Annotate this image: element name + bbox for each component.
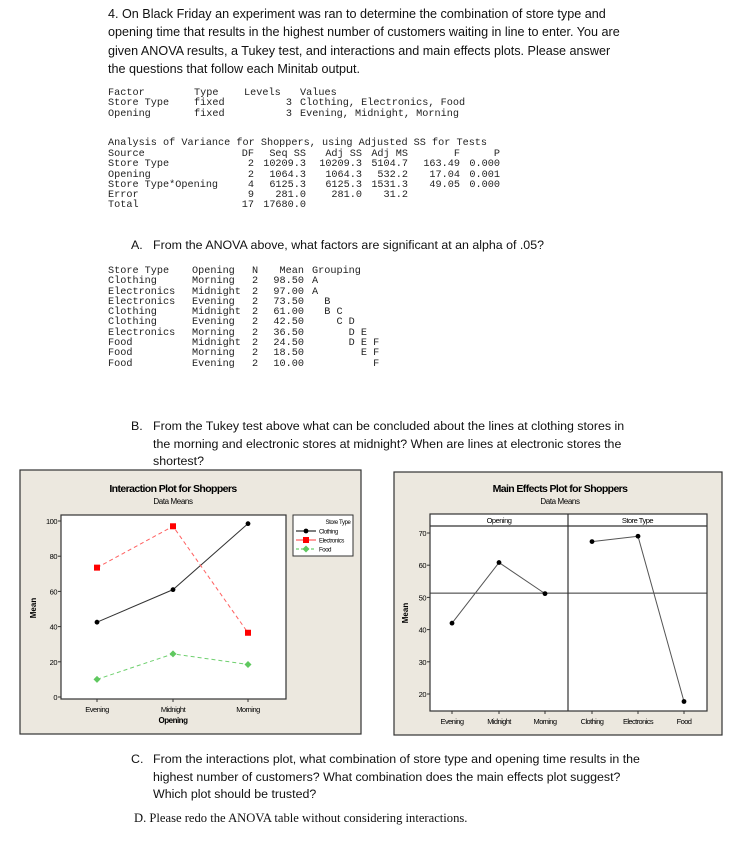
tukey-n: 2 bbox=[252, 317, 259, 329]
legend-marker bbox=[304, 529, 309, 534]
anova-title: Analysis of Variance for Shoppers, using Adjusted SS for Tests bbox=[108, 138, 488, 149]
question-a-text: From the ANOVA above, what factors are significant at an alpha of .05? bbox=[153, 238, 544, 252]
anova-seqss: 1064.3 bbox=[269, 169, 306, 181]
tukey-mean: 36.50 bbox=[273, 327, 304, 339]
x-tick-label: Evening bbox=[440, 717, 464, 726]
y-tick-label: 20 bbox=[418, 690, 426, 699]
tukey-store: Clothing bbox=[108, 307, 157, 319]
question-d: D. Please redo the ANOVA table without considering interactions. bbox=[134, 811, 468, 825]
anova-df: 9 bbox=[247, 190, 254, 202]
factor-values: Evening, Midnight, Morning bbox=[300, 108, 459, 120]
anova-header-f: F bbox=[453, 149, 460, 160]
chart-title: Main Effects Plot for Shoppers bbox=[492, 483, 628, 495]
tukey-mean: 73.50 bbox=[273, 296, 304, 308]
x-tick-label: Evening bbox=[85, 705, 109, 714]
anova-header-source: Source bbox=[108, 149, 145, 160]
y-tick-label: 50 bbox=[418, 593, 426, 603]
tukey-n: 2 bbox=[252, 276, 259, 288]
y-tick-label: 20 bbox=[49, 657, 57, 667]
tukey-opening: Morning bbox=[192, 327, 235, 339]
tukey-store: Electronics bbox=[108, 296, 176, 308]
tukey-mean: 18.50 bbox=[273, 348, 304, 360]
factor-levels: 3 bbox=[285, 108, 292, 120]
anova-adjms: 31.2 bbox=[383, 190, 408, 202]
main-effects-plot bbox=[385, 465, 730, 740]
y-tick-label: 60 bbox=[49, 587, 57, 597]
data-point bbox=[497, 560, 502, 565]
tukey-store: Electronics bbox=[108, 327, 176, 339]
anova-p: 0.000 bbox=[469, 179, 500, 191]
anova-adjms bbox=[362, 201, 408, 211]
legend-marker bbox=[303, 537, 309, 543]
tukey-mean: 61.00 bbox=[273, 307, 304, 319]
data-point bbox=[245, 630, 251, 636]
y-tick-label: 30 bbox=[418, 657, 426, 667]
tukey-grouping: B C bbox=[312, 307, 343, 319]
question-c-text: From the interactions plot, what combination of store type and opening time results in the highest number of customers? What combination does the main effects plot suggest? Which plot should be trusted? bbox=[153, 752, 640, 802]
tukey-opening: Midnight bbox=[192, 286, 241, 298]
anova-adjms: 1531.3 bbox=[371, 179, 408, 191]
chart-subtitle: Data Means bbox=[153, 497, 193, 506]
tukey-grouping: B bbox=[312, 296, 331, 308]
tukey-grouping: D E bbox=[312, 327, 368, 339]
y-tick-label: 0 bbox=[53, 693, 57, 702]
tukey-store: Food bbox=[108, 348, 133, 360]
y-tick-label: 80 bbox=[49, 552, 57, 562]
anova-adjss bbox=[306, 201, 362, 211]
anova-seqss: 10209.3 bbox=[263, 159, 306, 171]
tukey-grouping: A bbox=[312, 276, 319, 288]
factor-name: Store Type bbox=[108, 98, 170, 110]
plot-area bbox=[61, 515, 286, 699]
anova-f bbox=[408, 191, 460, 201]
tukey-n: 2 bbox=[252, 307, 259, 319]
tukey-opening: Midnight bbox=[192, 338, 241, 350]
tukey-n: 2 bbox=[252, 338, 259, 350]
chart-subtitle: Data Means bbox=[540, 497, 580, 506]
anova-p: 0.001 bbox=[469, 169, 500, 181]
anova-row bbox=[108, 201, 500, 211]
anova-table bbox=[108, 150, 500, 212]
tukey-grouping: D E F bbox=[312, 338, 380, 350]
tukey-opening: Morning bbox=[192, 276, 235, 288]
y-tick-label: 40 bbox=[49, 622, 57, 632]
tukey-n: 2 bbox=[252, 348, 259, 360]
x-axis-label: Opening bbox=[158, 716, 188, 725]
anova-p: 0.000 bbox=[469, 159, 500, 171]
tukey-row bbox=[108, 360, 379, 370]
question-b-label: B. bbox=[131, 419, 143, 433]
anova-header-adjss: Adj SS bbox=[325, 149, 362, 160]
data-point bbox=[543, 591, 548, 596]
tukey-grouping: C D bbox=[312, 317, 355, 329]
tukey-opening: Evening bbox=[192, 296, 235, 308]
y-tick-label: 100 bbox=[45, 517, 57, 526]
tukey-grouping: E F bbox=[312, 348, 380, 360]
data-point bbox=[246, 521, 251, 526]
anova-adjms: 532.2 bbox=[377, 169, 408, 181]
x-tick-label: Clothing bbox=[580, 717, 604, 726]
tukey-opening: Midnight bbox=[192, 307, 241, 319]
factor-type: fixed bbox=[194, 108, 225, 120]
anova-source: Opening bbox=[108, 169, 151, 181]
factor-table bbox=[108, 89, 465, 120]
tukey-mean: 98.50 bbox=[273, 276, 304, 288]
tukey-mean: 97.00 bbox=[273, 286, 304, 298]
x-tick-label: Food bbox=[676, 717, 692, 726]
x-tick-label: Electronics bbox=[622, 717, 654, 726]
tukey-grouping: A bbox=[312, 286, 319, 298]
anova-f: 163.49 bbox=[423, 159, 460, 171]
anova-header-adjms: Adj MS bbox=[371, 149, 408, 160]
anova-df: 2 bbox=[247, 159, 254, 171]
tukey-table bbox=[108, 267, 379, 370]
panel-header-label: Store Type bbox=[621, 516, 654, 525]
data-point bbox=[590, 539, 595, 544]
factor-levels: 3 bbox=[285, 98, 292, 110]
legend-label: Food bbox=[319, 547, 332, 554]
anova-adjms: 5104.7 bbox=[371, 159, 408, 171]
anova-df: 4 bbox=[247, 179, 254, 191]
tukey-mean: 10.00 bbox=[273, 358, 304, 370]
anova-f: 17.04 bbox=[429, 169, 460, 181]
anova-seqss: 17680.0 bbox=[263, 200, 306, 212]
tukey-opening: Morning bbox=[192, 348, 235, 360]
chart-title: Interaction Plot for Shoppers bbox=[109, 483, 237, 495]
tukey-n: 2 bbox=[252, 286, 259, 298]
tukey-mean: 42.50 bbox=[273, 317, 304, 329]
question-a-label: A. bbox=[131, 238, 143, 252]
anova-source: Store Type*Opening bbox=[108, 179, 219, 191]
anova-adjss: 6125.3 bbox=[325, 179, 362, 191]
anova-adjss: 1064.3 bbox=[325, 169, 362, 181]
anova-header-df: DF bbox=[241, 149, 254, 160]
panel-header-label: Opening bbox=[486, 516, 512, 525]
anova-adjss: 281.0 bbox=[331, 190, 362, 202]
anova-seqss: 6125.3 bbox=[269, 179, 306, 191]
legend-label: Clothing bbox=[319, 529, 338, 536]
question-b-text: From the Tukey test above what can be concluded about the lines at clothing stores in the morning and electronic stores at midnight? When are lines at electronic stores the shortest? bbox=[153, 419, 625, 469]
tukey-header-store: Store Type bbox=[108, 266, 170, 277]
problem-intro: 4. On Black Friday an experiment was ran to determine the combination of store type and opening time that results in the highest number of customers waiting in line to enter. You are given ANOVA results, a Tukey test, and interactions and main effects plots. Please answer the questions that follow each Minitab output. bbox=[108, 7, 620, 77]
levels-header: Levels bbox=[244, 88, 281, 99]
tukey-n: 2 bbox=[252, 358, 259, 370]
anova-header-p: P bbox=[493, 149, 500, 160]
y-axis-label: Mean bbox=[29, 597, 38, 619]
anova-seqss: 281.0 bbox=[275, 190, 306, 202]
tukey-opening: Evening bbox=[192, 317, 235, 329]
factor-name: Opening bbox=[108, 108, 151, 120]
data-point bbox=[682, 699, 687, 704]
factor-row bbox=[108, 110, 465, 120]
factor-type: fixed bbox=[194, 98, 225, 110]
anova-header-seqss: Seq SS bbox=[269, 149, 306, 160]
tukey-n: 2 bbox=[252, 296, 259, 308]
data-point bbox=[170, 523, 176, 529]
anova-source: Error bbox=[108, 190, 139, 202]
y-axis-label: Mean bbox=[401, 602, 410, 624]
values-header: Values bbox=[300, 88, 337, 99]
tukey-header-n: N bbox=[252, 266, 259, 277]
anova-source: Store Type bbox=[108, 159, 170, 171]
tukey-store: Clothing bbox=[108, 276, 157, 288]
question-a bbox=[131, 237, 653, 255]
tukey-store: Food bbox=[108, 338, 133, 350]
anova-df: 2 bbox=[247, 169, 254, 181]
x-tick-label: Morning bbox=[533, 717, 557, 726]
y-tick-label: 70 bbox=[418, 529, 426, 538]
factor-header: Factor bbox=[108, 88, 145, 99]
data-point bbox=[95, 620, 100, 625]
y-tick-label: 40 bbox=[418, 625, 426, 635]
legend-label: Electronics bbox=[319, 538, 344, 545]
anova-f: 49.05 bbox=[429, 179, 460, 191]
anova-f bbox=[408, 201, 460, 211]
x-tick-label: Midnight bbox=[487, 717, 511, 726]
tukey-header-mean: Mean bbox=[279, 266, 304, 277]
factor-values: Clothing, Electronics, Food bbox=[300, 98, 466, 110]
tukey-store: Clothing bbox=[108, 317, 157, 329]
anova-adjss: 10209.3 bbox=[319, 159, 362, 171]
y-tick-label: 60 bbox=[418, 561, 426, 571]
x-tick-label: Midnight bbox=[160, 705, 186, 714]
chart-legend bbox=[293, 515, 353, 556]
x-tick-label: Morning bbox=[236, 705, 260, 714]
question-c-label: C. bbox=[131, 752, 144, 766]
data-point bbox=[636, 534, 641, 539]
tukey-n: 2 bbox=[252, 327, 259, 339]
question-c bbox=[131, 751, 653, 804]
tukey-header-opening: Opening bbox=[192, 266, 235, 277]
legend-title: Store Type bbox=[325, 520, 351, 526]
anova-source: Total bbox=[108, 200, 139, 212]
tukey-store: Electronics bbox=[108, 286, 176, 298]
tukey-opening: Evening bbox=[192, 358, 235, 370]
tukey-store: Food bbox=[108, 358, 133, 370]
data-point bbox=[171, 587, 176, 592]
type-header: Type bbox=[194, 88, 219, 99]
anova-p bbox=[460, 201, 500, 211]
data-point bbox=[450, 621, 455, 626]
tukey-mean: 24.50 bbox=[273, 338, 304, 350]
data-point bbox=[94, 565, 100, 571]
interaction-plot bbox=[0, 465, 370, 740]
tukey-grouping: F bbox=[312, 358, 380, 370]
anova-df: 17 bbox=[241, 200, 254, 212]
tukey-header-grouping: Grouping bbox=[312, 266, 361, 277]
anova-p bbox=[460, 191, 500, 201]
question-b bbox=[131, 418, 643, 471]
